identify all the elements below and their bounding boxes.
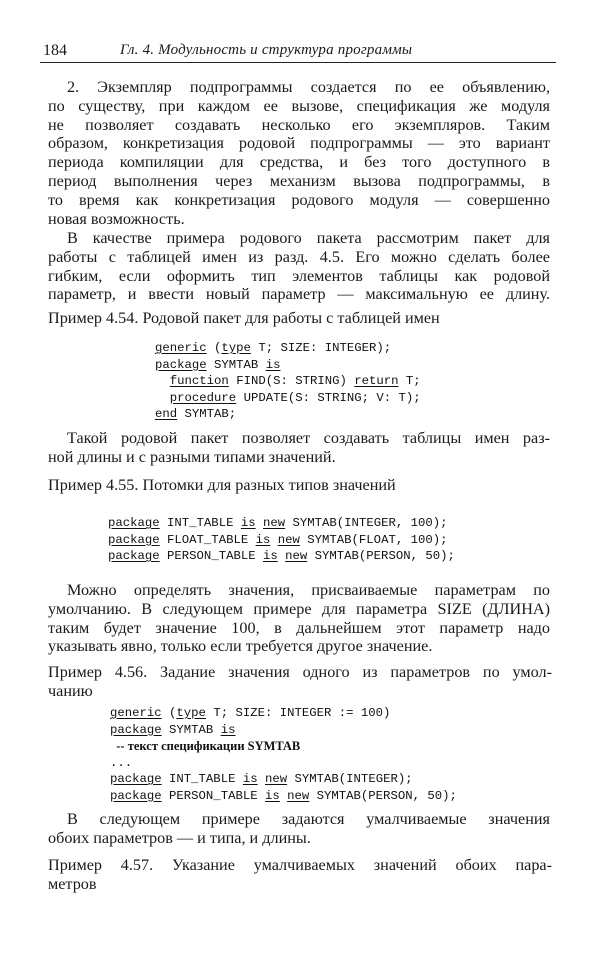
caption-line: Пример 4.57. Указание умалчиваемых значений обоих пара- — [48, 856, 552, 874]
example-4-55-caption — [48, 476, 552, 495]
code-line: package INT_TABLE is new SYMTAB(INTEGER, 100); — [108, 516, 448, 530]
text-line: гибким, если оформить тип элементов таблицы как родовой — [48, 266, 550, 285]
text-line: указывать явно, только если требуется другое значение. — [48, 637, 433, 656]
code-comment-line: -- текст спецификации SYMTAB — [110, 739, 301, 753]
code-line: package SYMTAB is — [110, 722, 236, 737]
text-line: работы с таблицей имен из разд. 4.5. Его можно сделать более — [48, 247, 550, 266]
text-line: не позволяет создавать несколько его экземпляров. Таким — [48, 115, 550, 134]
caption-line: Пример 4.56. Задание значения одного из параметров по умол- — [48, 663, 552, 681]
example-4-54-caption — [48, 309, 552, 328]
paragraph-generic-package-intro — [48, 229, 550, 304]
running-title: Гл. 4. Модульность и структура программы — [120, 42, 413, 58]
text-line: умолчанию. В следующем примере для параметра SIZE (ДЛИНА) — [48, 599, 550, 618]
text-line: Можно определять значения, присваиваемые параметрам по — [67, 581, 550, 599]
text-line: 2. Экземпляр подпрограммы создается по ее объявлению, — [67, 78, 550, 96]
example-4-57-caption — [48, 856, 552, 894]
example-4-56-code — [110, 705, 457, 804]
text-line: то время как конкретизация родового модуля — совершенно — [48, 190, 550, 209]
paragraph-generic-package-benefit — [48, 429, 550, 467]
page-header — [40, 40, 556, 63]
code-line: procedure UPDATE(S: STRING; V: T); — [169, 390, 421, 405]
text-line: параметр, и ввести новый параметр — максимальную ее длину. — [48, 285, 550, 304]
code-line: generic (type T; SIZE: INTEGER := 100) — [110, 706, 391, 720]
example-4-55-code — [108, 515, 455, 565]
code-line: package SYMTAB is — [155, 357, 281, 372]
caption-line: Пример 4.55. Потомки для разных типов значений — [48, 476, 396, 494]
caption-line: метров — [48, 874, 97, 893]
text-line: таким будет значение 100, в дальнейшем этот параметр надо — [48, 618, 550, 637]
text-line: образом, конкретизация родовой подпрограммы — это вариант — [48, 134, 550, 153]
code-line: package FLOAT_TABLE is new SYMTAB(FLOAT, 100); — [108, 532, 448, 547]
text-line: В качестве примера родового пакета рассмотрим пакет для — [67, 229, 550, 247]
code-ellipsis-line: ... — [110, 755, 133, 770]
example-4-54-code — [155, 340, 421, 423]
text-line: В следующем примере задаются умалчиваемые значения — [67, 810, 550, 828]
code-line: function FIND(S: STRING) return T; — [169, 374, 421, 388]
caption-line: Пример 4.54. Родовой пакет для работы с таблицей имен — [48, 309, 440, 327]
text-line: новая возможность. — [48, 209, 185, 228]
page-number: 184 — [43, 42, 67, 59]
paragraph-both-defaults — [48, 810, 550, 848]
code-line: package INT_TABLE is new SYMTAB(INTEGER); — [110, 772, 413, 786]
text-line: обоих параметров — и типа, и длины. — [48, 828, 311, 847]
code-line: generic (type T; SIZE: INTEGER); — [155, 341, 392, 355]
paragraph-generic-subprogram-note — [48, 78, 550, 228]
example-4-56-caption — [48, 663, 552, 701]
text-line: ной длины и с разными типами значений. — [48, 447, 336, 466]
code-line: package PERSON_TABLE is new SYMTAB(PERSON, 50); — [108, 549, 455, 563]
text-line: по существу, при каждом ее вызове, спецификация же модуля — [48, 96, 550, 115]
text-line: период выполнения через механизм вызова подпрограммы, в — [48, 171, 550, 190]
caption-line: чанию — [48, 681, 93, 700]
text-line: периода компиляции для средства, и без того доступного в — [48, 153, 550, 172]
code-line: end SYMTAB; — [155, 407, 237, 421]
code-line: package PERSON_TABLE is new SYMTAB(PERSON, 50); — [110, 788, 457, 803]
paragraph-default-values — [48, 581, 550, 656]
text-line: Такой родовой пакет позволяет создавать таблицы имен раз- — [67, 429, 550, 447]
